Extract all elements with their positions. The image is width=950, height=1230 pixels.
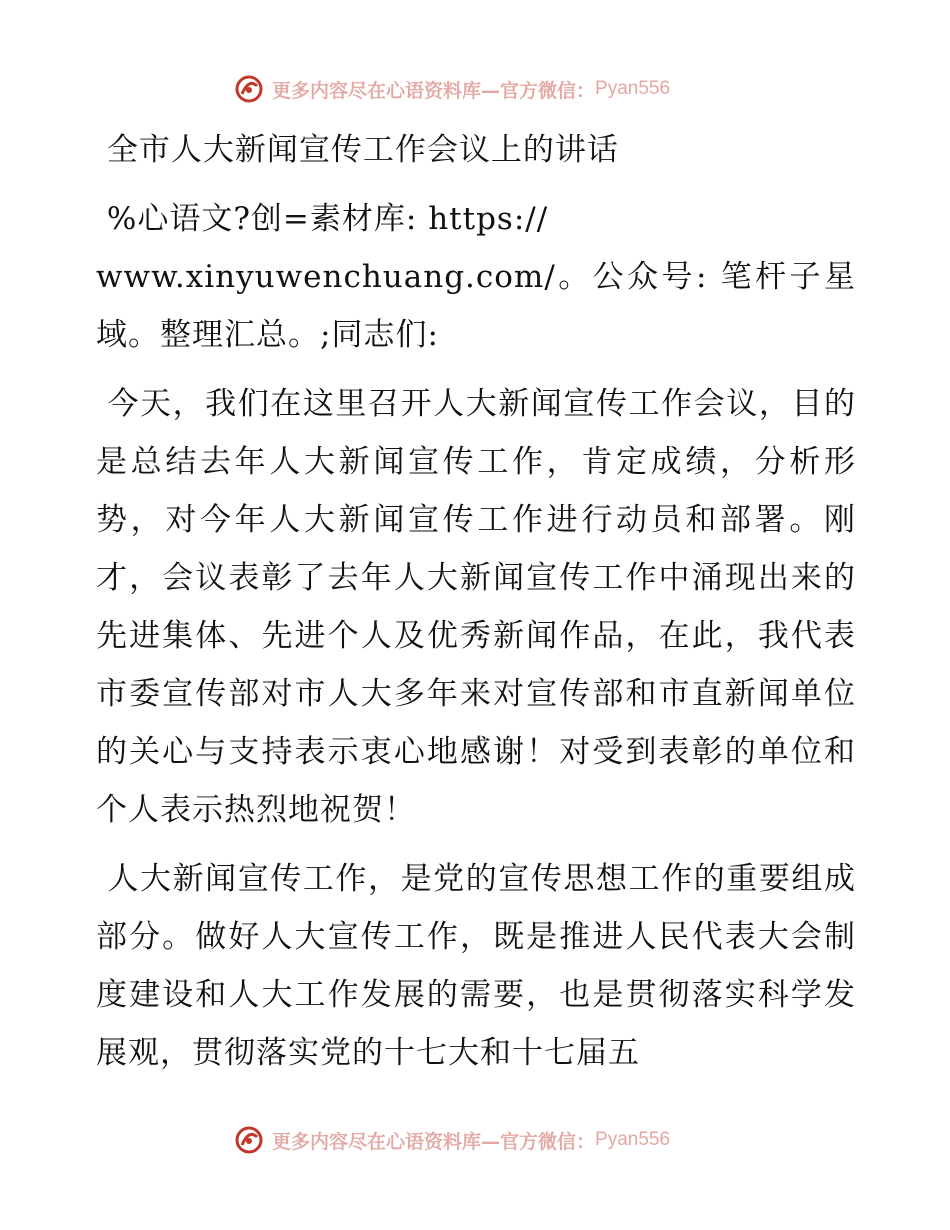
document-title: 全市人大新闻宣传工作会议上的讲话 (96, 132, 619, 168)
banner-text: 更多内容尽在心语资料库—官方微信： (272, 79, 596, 102)
banner-account: Pyan556 (595, 78, 671, 99)
header-banner (234, 72, 670, 106)
banner-text: 更多内容尽在心语资料库—官方微信： (272, 1130, 596, 1153)
banner-account: Pyan556 (595, 1129, 671, 1150)
footer-banner (234, 1123, 670, 1157)
red-swirl-logo-icon (234, 74, 264, 104)
document-body (96, 121, 856, 1093)
source-note-paragraph: %心语文?创=素材库: https:// www.xinyuwenchuang.com/。公众号: 笔杆子星域。整理汇总。;同志们: (96, 201, 856, 353)
red-swirl-logo-icon (234, 1125, 264, 1155)
body-paragraph-1: 今天，我们在这里召开人大新闻宣传工作会议，目的是总结去年人大新闻宣传工作，肯定成绩，分析形势，对今年人大新闻宣传工作进行动员和部署。刚才，会议表彰了去年人大新闻宣传工作中涌现出来的先进集体、先进个人及优秀新闻作品，在此，我代表市委宣传部对市人大多年来对宣传部和市直新闻单位的关心与支持表示衷心地感谢！对受到表彰的单位和个人表示热烈地祝贺！ (96, 386, 857, 828)
body-paragraph-2: 人大新闻宣传工作，是党的宣传思想工作的重要组成部分。做好人大宣传工作，既是推进人民代表大会制度建设和人大工作发展的需要，也是贯彻落实科学发展观，贯彻落实党的十七大和十七届五 (96, 861, 857, 1071)
